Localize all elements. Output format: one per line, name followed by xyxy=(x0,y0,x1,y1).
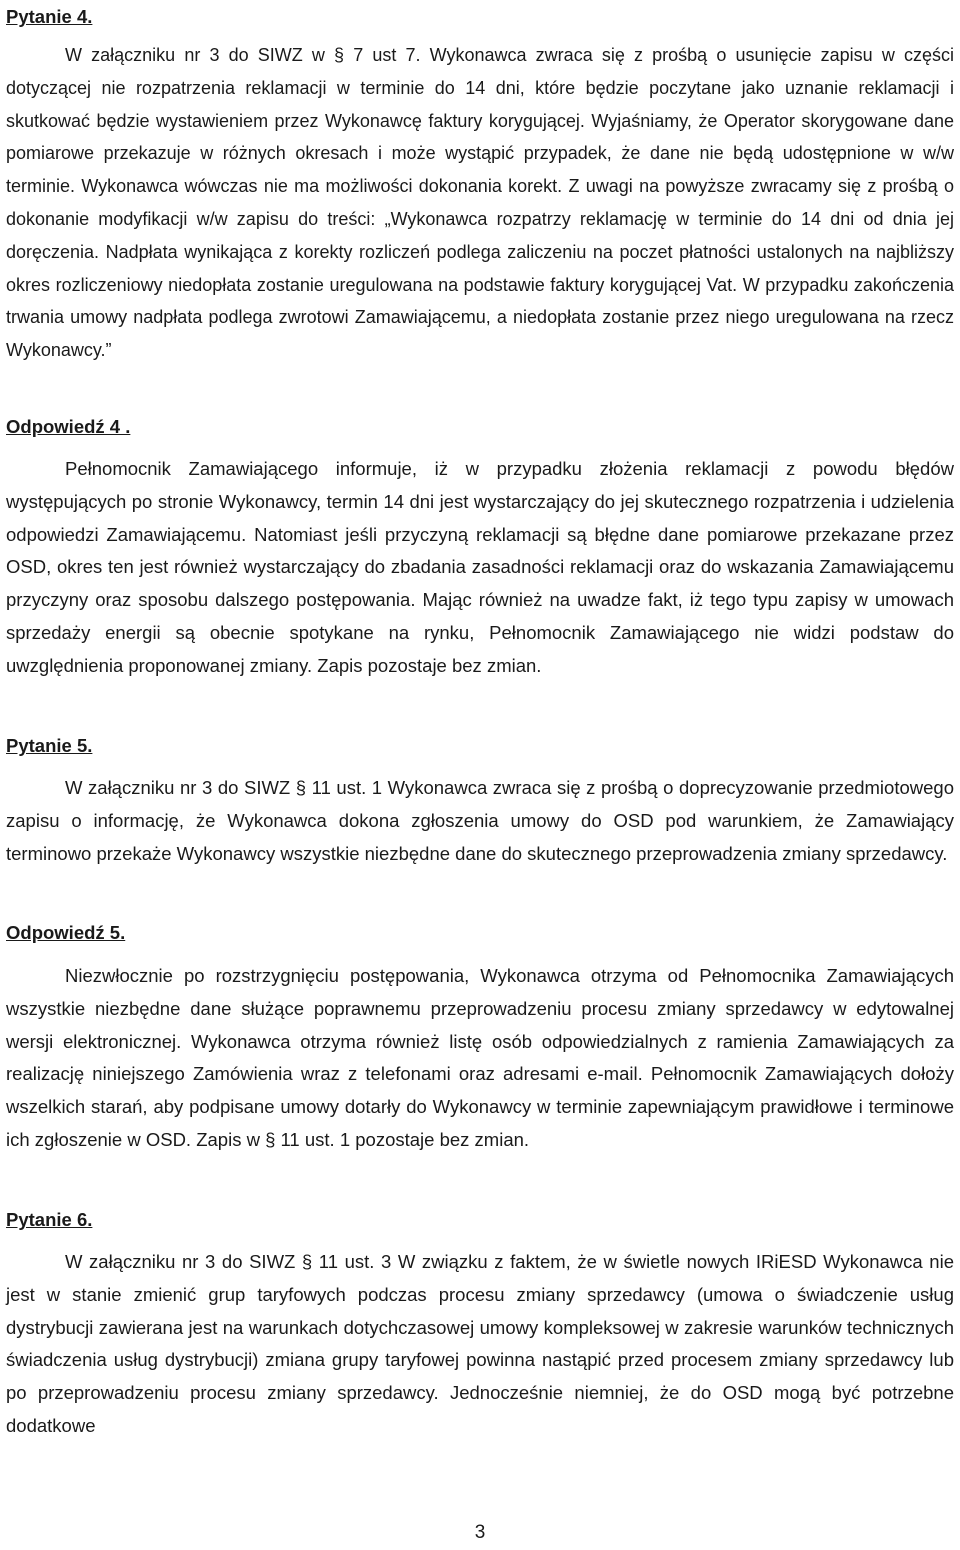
question-4-text: W załączniku nr 3 do SIWZ w § 7 ust 7. Wykonawca zwraca się z prośbą o usunięcie zapisu w części dotyczącej nie rozpatrzenia reklamacji w terminie do 14 dni, które będzie poczytane jako uznanie reklamacji i skutkować będzie wystawieniem przez Wykonawcę faktury korygującej. Wyjaśniamy, że Operator skorygowane dane pomiarowe przekazuje w różnych okresach i może wystąpić przypadek, że dane nie będą udostępnione w w/w terminie. Wykonawca wówczas nie ma możliwości dokonania korekt. Z uwagi na powyższe zwracamy się z prośbą o dokonanie modyfikacji w/w zapisu do treści: „Wykonawca rozpatrzy reklamację w terminie do 14 dni od dnia jej doręczenia. Nadpłata wynikająca z korekty rozliczeń podlega zaliczeniu na poczet płatności ustalonych na najbliższy okres rozliczeniowy niedopłata zostanie uregulowana na podstawie faktury korygującej Vat. W przypadku zakończenia trwania umowy nadpłata podlega zwrotowi Zamawiającemu, a niedopłata zostanie przez niego uregulowana na rzecz Wykonawcy.” xyxy=(6,45,954,361)
page-number: 3 xyxy=(474,1522,486,1543)
answer-4-text: Pełnomocnik Zamawiającego informuje, iż w przypadku złożenia reklamacji z powodu błędów występujących po stronie Wykonawcy, termin 14 dni jest wystarczający do jej skutecznego rozpatrzenia i udzielenia odpowiedzi Zamawiającemu. Natomiast jeśli przyczyną reklamacji są błędne dane pomiarowe przekazane przez OSD, okres ten jest również wystarczający do zbadania zasadności reklamacji oraz do wskazania Zamawiającemu przyczyny oraz sposobu dalszego postępowania. Mając również na uwadze fakt, iż tego typu zapisy w umowach sprzedaży energii są obecnie spotykane na rynku, Pełnomocnik Zamawiającego nie widzi podstaw do uwzględnienia proponowanej zmiany. Zapis pozostaje bez zmian. xyxy=(6,458,954,676)
question-4-heading: Pytanie 4. xyxy=(6,6,93,27)
question-5-heading: Pytanie 5. xyxy=(6,735,93,756)
answer-5-text: Niezwłocznie po rozstrzygnięciu postępowania, Wykonawca otrzyma od Pełnomocnika Zamawiających wszystkie niezbędne dane służące poprawnemu przeprowadzeniu procesu zmiany sprzedawcy w edytowalnej wersji elektronicznej. Wykonawca otrzyma również listę osób odpowiedzialnych z ramienia Zamawiających za realizację niniejszego Zamówienia wraz z telefonami oraz adresami e-mail. Pełnomocnik Zamawiających dołoży wszelkich starań, aby podpisane umowy dotarły do Wykonawcy w terminie zapewniającym prawidłowe i terminowe ich zgłoszenie w OSD. Zapis w § 11 ust. 1 pozostaje bez zmian. xyxy=(6,965,954,1150)
answer-4-heading: Odpowiedź 4 . xyxy=(6,416,131,437)
question-6-text: W załączniku nr 3 do SIWZ § 11 ust. 3 W związku z faktem, że w świetle nowych IRiESD Wykonawca nie jest w stanie zmienić grup taryfowych podczas procesu zmiany sprzedawcy (umowa o świadczenie usług dystrybucji zawierana jest na warunkach dotychczasowej umowy kompleksowej w zakresie warunków technicznych świadczenia usług dystrybucji) zmiana grupy taryfowej powinna nastąpić przed procesem zmiany sprzedawcy lub po przeprowadzeniu procesu zmiany sprzedawcy. Jednocześnie niemniej, że do OSD mogą być potrzebne dodatkowe xyxy=(6,1251,954,1436)
question-6-heading: Pytanie 6. xyxy=(6,1209,93,1230)
answer-5-heading: Odpowiedź 5. xyxy=(6,922,126,943)
question-5-text: W załączniku nr 3 do SIWZ § 11 ust. 1 Wykonawca zwraca się z prośbą o doprecyzowanie przedmiotowego zapisu o informację, że Wykonawca dokona zgłoszenia umowy do OSD pod warunkiem, że Zamawiający terminowo przekaże Wykonawcy wszystkie niezbędne dane do skutecznego przeprowadzenia zmiany sprzedawcy. xyxy=(6,777,954,864)
